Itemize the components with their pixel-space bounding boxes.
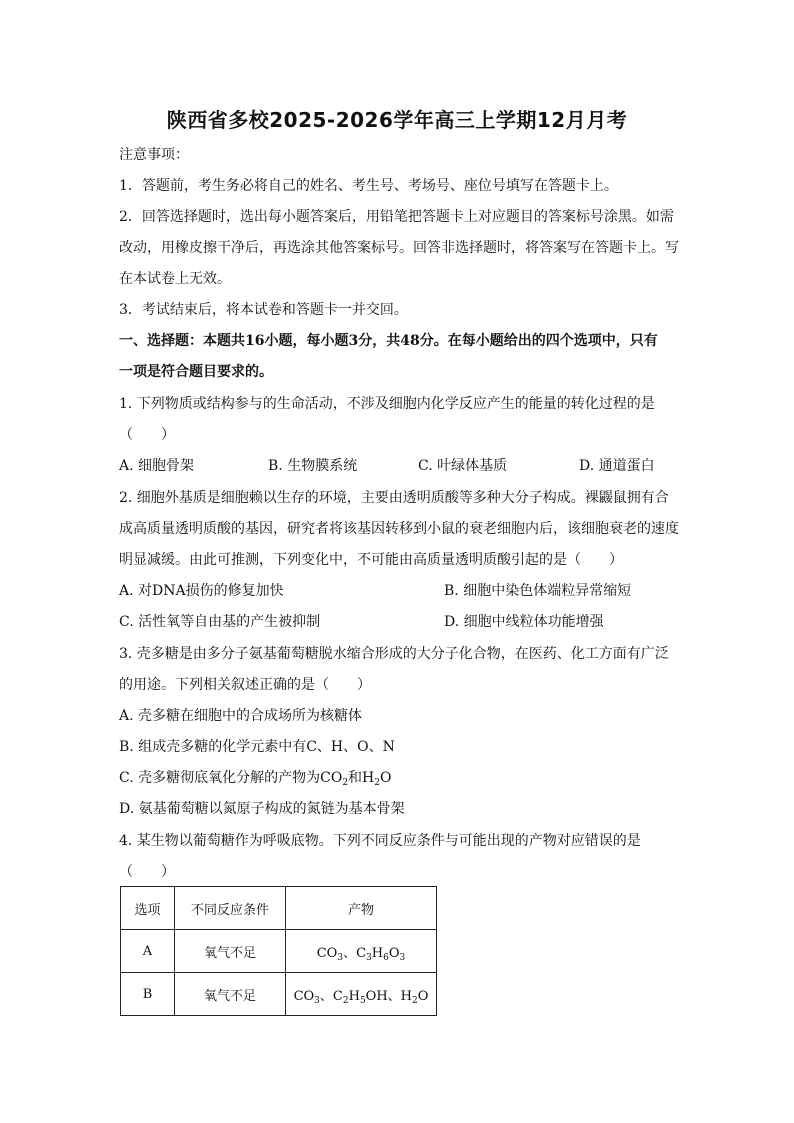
q1-option-b: B. 生物膜系统 xyxy=(268,458,358,474)
table-header-product: 产物 xyxy=(286,887,437,930)
notice-item-2-line-3: 在本试卷上无效。 xyxy=(119,271,231,287)
table-cell-option: A xyxy=(121,930,175,973)
q2-option-c: C. 活性氧等自由基的产生被抑制 xyxy=(119,614,321,630)
table-cell-product: $CO_3$、$C_2H_5OH$、$H_2O$ xyxy=(286,973,437,1016)
q2-option-a: A. 对DNA损伤的修复加快 xyxy=(119,583,284,599)
table-cell-product: $CO_3$、$C_3H_6O_3$ xyxy=(286,930,437,973)
table-header-row xyxy=(121,887,437,930)
q2-option-b: B. 细胞中染色体端粒异常缩短 xyxy=(444,583,632,599)
q1-stem-line-2: （ ） xyxy=(119,427,175,443)
page-title: 陕西省多校2025-2026学年高三上学期12月月考 xyxy=(166,108,628,132)
table-cell-option: B xyxy=(121,973,175,1016)
q4-options-table xyxy=(120,886,437,1016)
q1-option-c: C. 叶绿体基质 xyxy=(418,458,508,474)
section-heading-line-2: 一项是符合题目要求的。 xyxy=(119,364,273,380)
q2-option-d: D. 细胞中线粒体功能增强 xyxy=(444,614,604,630)
q1-option-d: D. 通道蛋白 xyxy=(579,458,655,474)
table-row xyxy=(121,973,437,1016)
q4-stem-line-2: （ ） xyxy=(119,864,175,880)
table-cell-condition: 氧气不足 xyxy=(175,973,286,1016)
q3-stem-line-2: 的用途。下列相关叙述正确的是（ ） xyxy=(119,677,371,693)
q4-stem-line-1: 4. 某生物以葡萄糖作为呼吸底物。下列不同反应条件与可能出现的产物对应错误的是 xyxy=(119,833,641,849)
q3-option-d: D. 氨基葡萄糖以氮原子构成的氮链为基本骨架 xyxy=(119,801,405,817)
q3-option-c: C. 壳多糖彻底氧化分解的产物为$CO_2$和$H_2O$ xyxy=(119,770,392,788)
notice-item-2-line-1: 2．回答选择题时，选出每小题答案后，用铅笔把答题卡上对应题目的答案标号涂黑。如需 xyxy=(119,209,674,225)
notice-heading: 注意事项： xyxy=(119,147,189,163)
notice-item-1: 1．答题前，考生务必将自己的姓名、考生号、考场号、座位号填写在答题卡上。 xyxy=(119,178,618,194)
notice-item-2-line-2: 改动，用橡皮擦干净后，再选涂其他答案标号。回答非选择题时，将答案写在答题卡上。写 xyxy=(119,240,679,256)
notice-item-3: 3．考试结束后，将本试卷和答题卡一并交回。 xyxy=(119,302,408,318)
q1-option-a: A. 细胞骨架 xyxy=(119,458,195,474)
table-header-condition: 不同反应条件 xyxy=(175,887,286,930)
table-header-option: 选项 xyxy=(121,887,175,930)
q1-stem-line-1: 1. 下列物质或结构参与的生命活动，不涉及细胞内化学反应产生的能量的转化过程的是 xyxy=(119,396,655,412)
q3-option-b: B. 组成壳多糖的化学元素中有C、H、O、N xyxy=(119,739,395,755)
q3-option-a: A. 壳多糖在细胞中的合成场所为核糖体 xyxy=(119,708,363,724)
q2-stem-line-2: 成高质量透明质酸的基因，研究者将该基因转移到小鼠的衰老细胞内后，该细胞衰老的速度 xyxy=(119,521,679,537)
table-cell-condition: 氧气不足 xyxy=(175,930,286,973)
section-heading-line-1: 一、选择题：本题共16小题，每小题3分，共48分。在每小题给出的四个选项中，只有 xyxy=(119,333,658,349)
table-row xyxy=(121,930,437,973)
q3-stem-line-1: 3. 壳多糖是由多分子氨基葡萄糖脱水缩合形成的大分子化合物，在医药、化工方面有广泛 xyxy=(119,646,669,662)
q2-stem-line-1: 2. 细胞外基质是细胞赖以生存的环境，主要由透明质酸等多种大分子构成。裸鼹鼠拥有合 xyxy=(119,490,669,506)
q2-stem-line-3: 明显减缓。由此可推测，下列变化中，不可能由高质量透明质酸引起的是（ ） xyxy=(119,552,623,568)
